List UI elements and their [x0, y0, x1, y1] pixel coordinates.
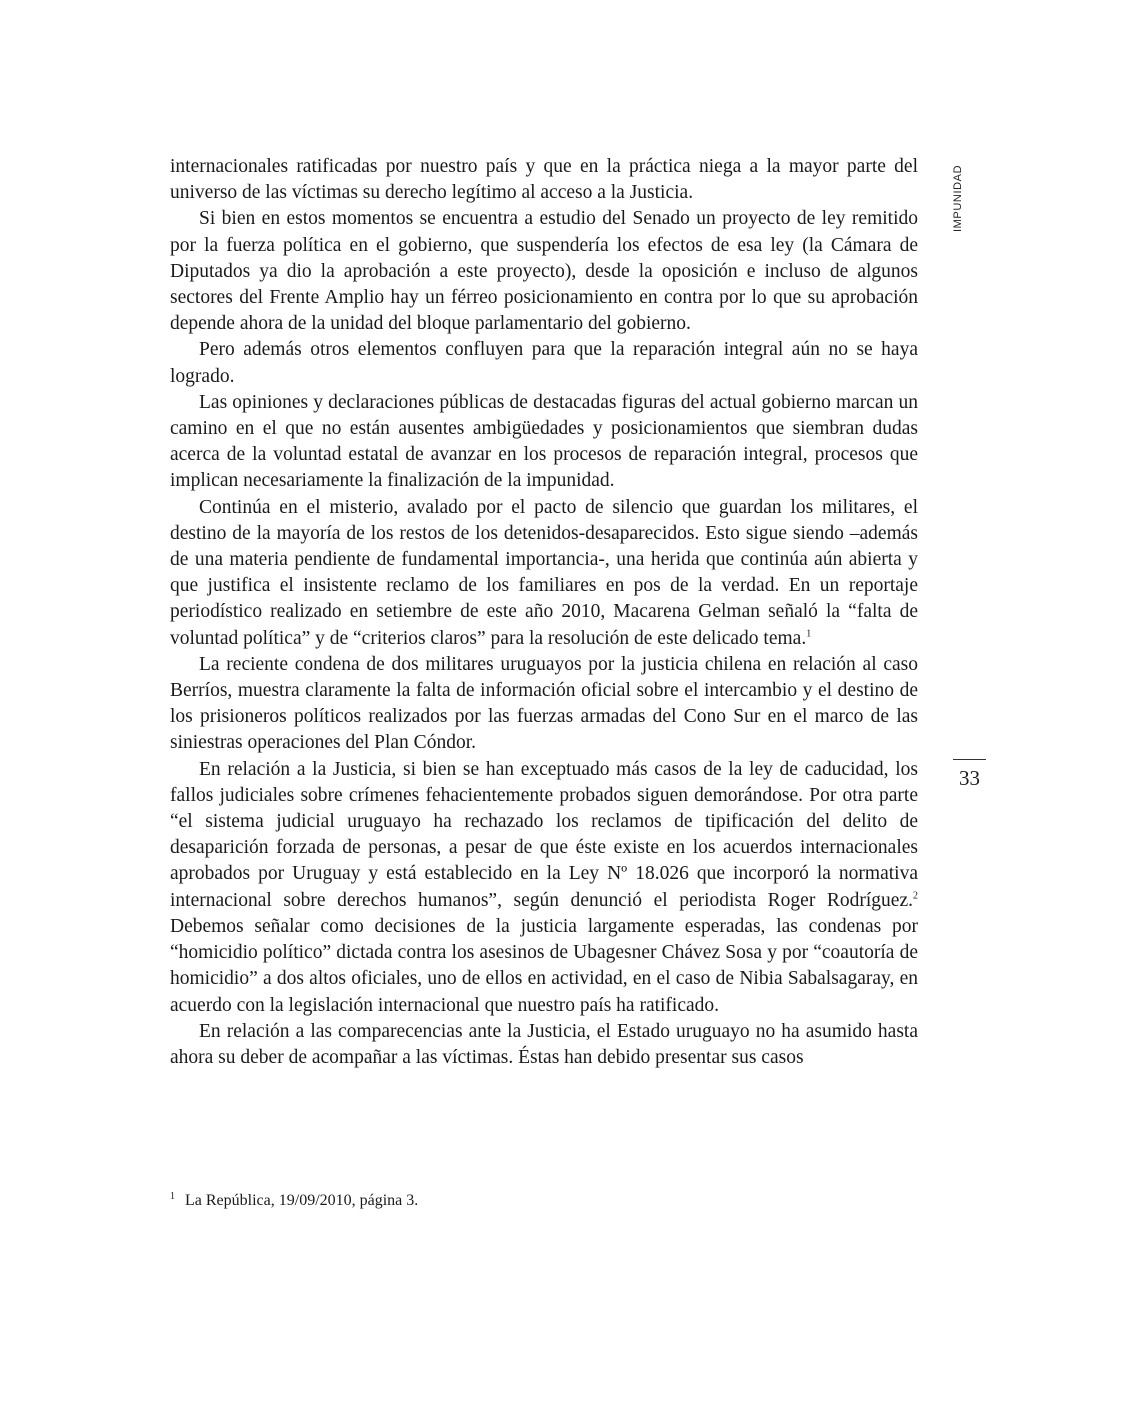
page-number-rule: [953, 759, 986, 760]
paragraph: En relación a las comparecencias ante la Justicia, el Estado uruguayo no ha asumido hasta ahora su deber de acompañar a las víctimas. Éstas han debido presentar sus casos: [170, 1020, 918, 1068]
body-text: [170, 154, 918, 1071]
footnote-reference: 1: [806, 628, 812, 640]
running-head-text: IMPUNIDAD: [952, 164, 964, 232]
footnote: [170, 1190, 918, 1212]
paragraph: Pero además otros elementos confluyen para que la reparación integral aún no se haya logrado.: [170, 339, 918, 387]
paragraph-text: En relación a la Justicia, si bien se han exceptuado más casos de la ley de caducidad, los fallos judiciales sobre crímenes fehacientemente probados siguen demorándose. Por otra parte “el sistema judicial uruguayo ha rechazado los reclamos de tipificación del delito de desaparición forzada de personas, a pesar de que éste existe en los acuerdos internacionales aprobados por Uruguay y está establecido en la Ley Nº 18.026 que incorporó la normativa internacional sobre derechos humanos”, según denunció el periodista Roger Rodríguez.: [170, 758, 918, 911]
footnote-marker: 1: [170, 1190, 175, 1202]
paragraph-text-continued: Debemos señalar como decisiones de la justicia largamente esperadas, las condenas por “homicidio político” dictada contra los asesinos de Ubagesner Chávez Sosa y por “coautoría de homicidio” a dos altos oficiales, uno de ellos en actividad, en el caso de Nibia Sabalsagaray, en acuerdo con la legislación internacional que nuestro país ha ratificado.: [170, 915, 918, 1016]
footnote-text: La República, 19/09/2010, página 3.: [185, 1192, 419, 1209]
page-number: 33: [959, 766, 980, 790]
paragraph: internacionales ratificadas por nuestro país y que en la práctica niega a la mayor parte del universo de las víctimas su derecho legítimo al acceso a la Justicia.: [170, 156, 918, 204]
paragraph-with-footnote: [170, 757, 918, 1019]
footnote-reference: 2: [913, 890, 918, 902]
paragraph: Las opiniones y declaraciones públicas de destacadas figuras del actual gobierno marcan un camino en el que no están ausentes ambigüedades y posicionamientos que siembran dudas acerca de la voluntad estatal de avanzar en los procesos de reparación integral, procesos que implican necesariamente la finalización de la impunidad.: [170, 391, 918, 492]
paragraph-text: Continúa en el misterio, avalado por el pacto de silencio que guardan los militares, el destino de la mayoría de los restos de los detenidos-desaparecidos. Esto sigue siendo –además de una materia pendiente de fundamental importancia-, una herida que continúa aún abierta y que justifica el insistente reclamo de los familiares en pos de la verdad. En un reportaje periodístico realizado en setiembre de este año 2010, Macarena Gelman señaló la “falta de voluntad política” y de “criterios claros” para la resolución de este delicado tema.: [170, 496, 918, 649]
paragraph: La reciente condena de dos militares uruguayos por la justicia chilena en relación al caso Berríos, muestra claramente la falta de información oficial sobre el intercambio y el destino de los prisioneros políticos realizados por las fuerzas armadas del Cono Sur en el marco de las siniestras operaciones del Plan Cóndor.: [170, 653, 918, 754]
paragraph: Si bien en estos momentos se encuentra a estudio del Senado un proyecto de ley remitido por la fuerza política en el gobierno, que suspendería los efectos de esa ley (la Cámara de Diputados ya dio la aprobación a este proyecto), desde la oposición e incluso de algunos sectores del Frente Amplio hay un férreo posicionamiento en contra por lo que su aprobación depende ahora de la unidad del bloque parlamentario del gobierno.: [170, 208, 918, 335]
running-head: [946, 160, 972, 240]
paragraph-with-footnote: [170, 495, 918, 652]
